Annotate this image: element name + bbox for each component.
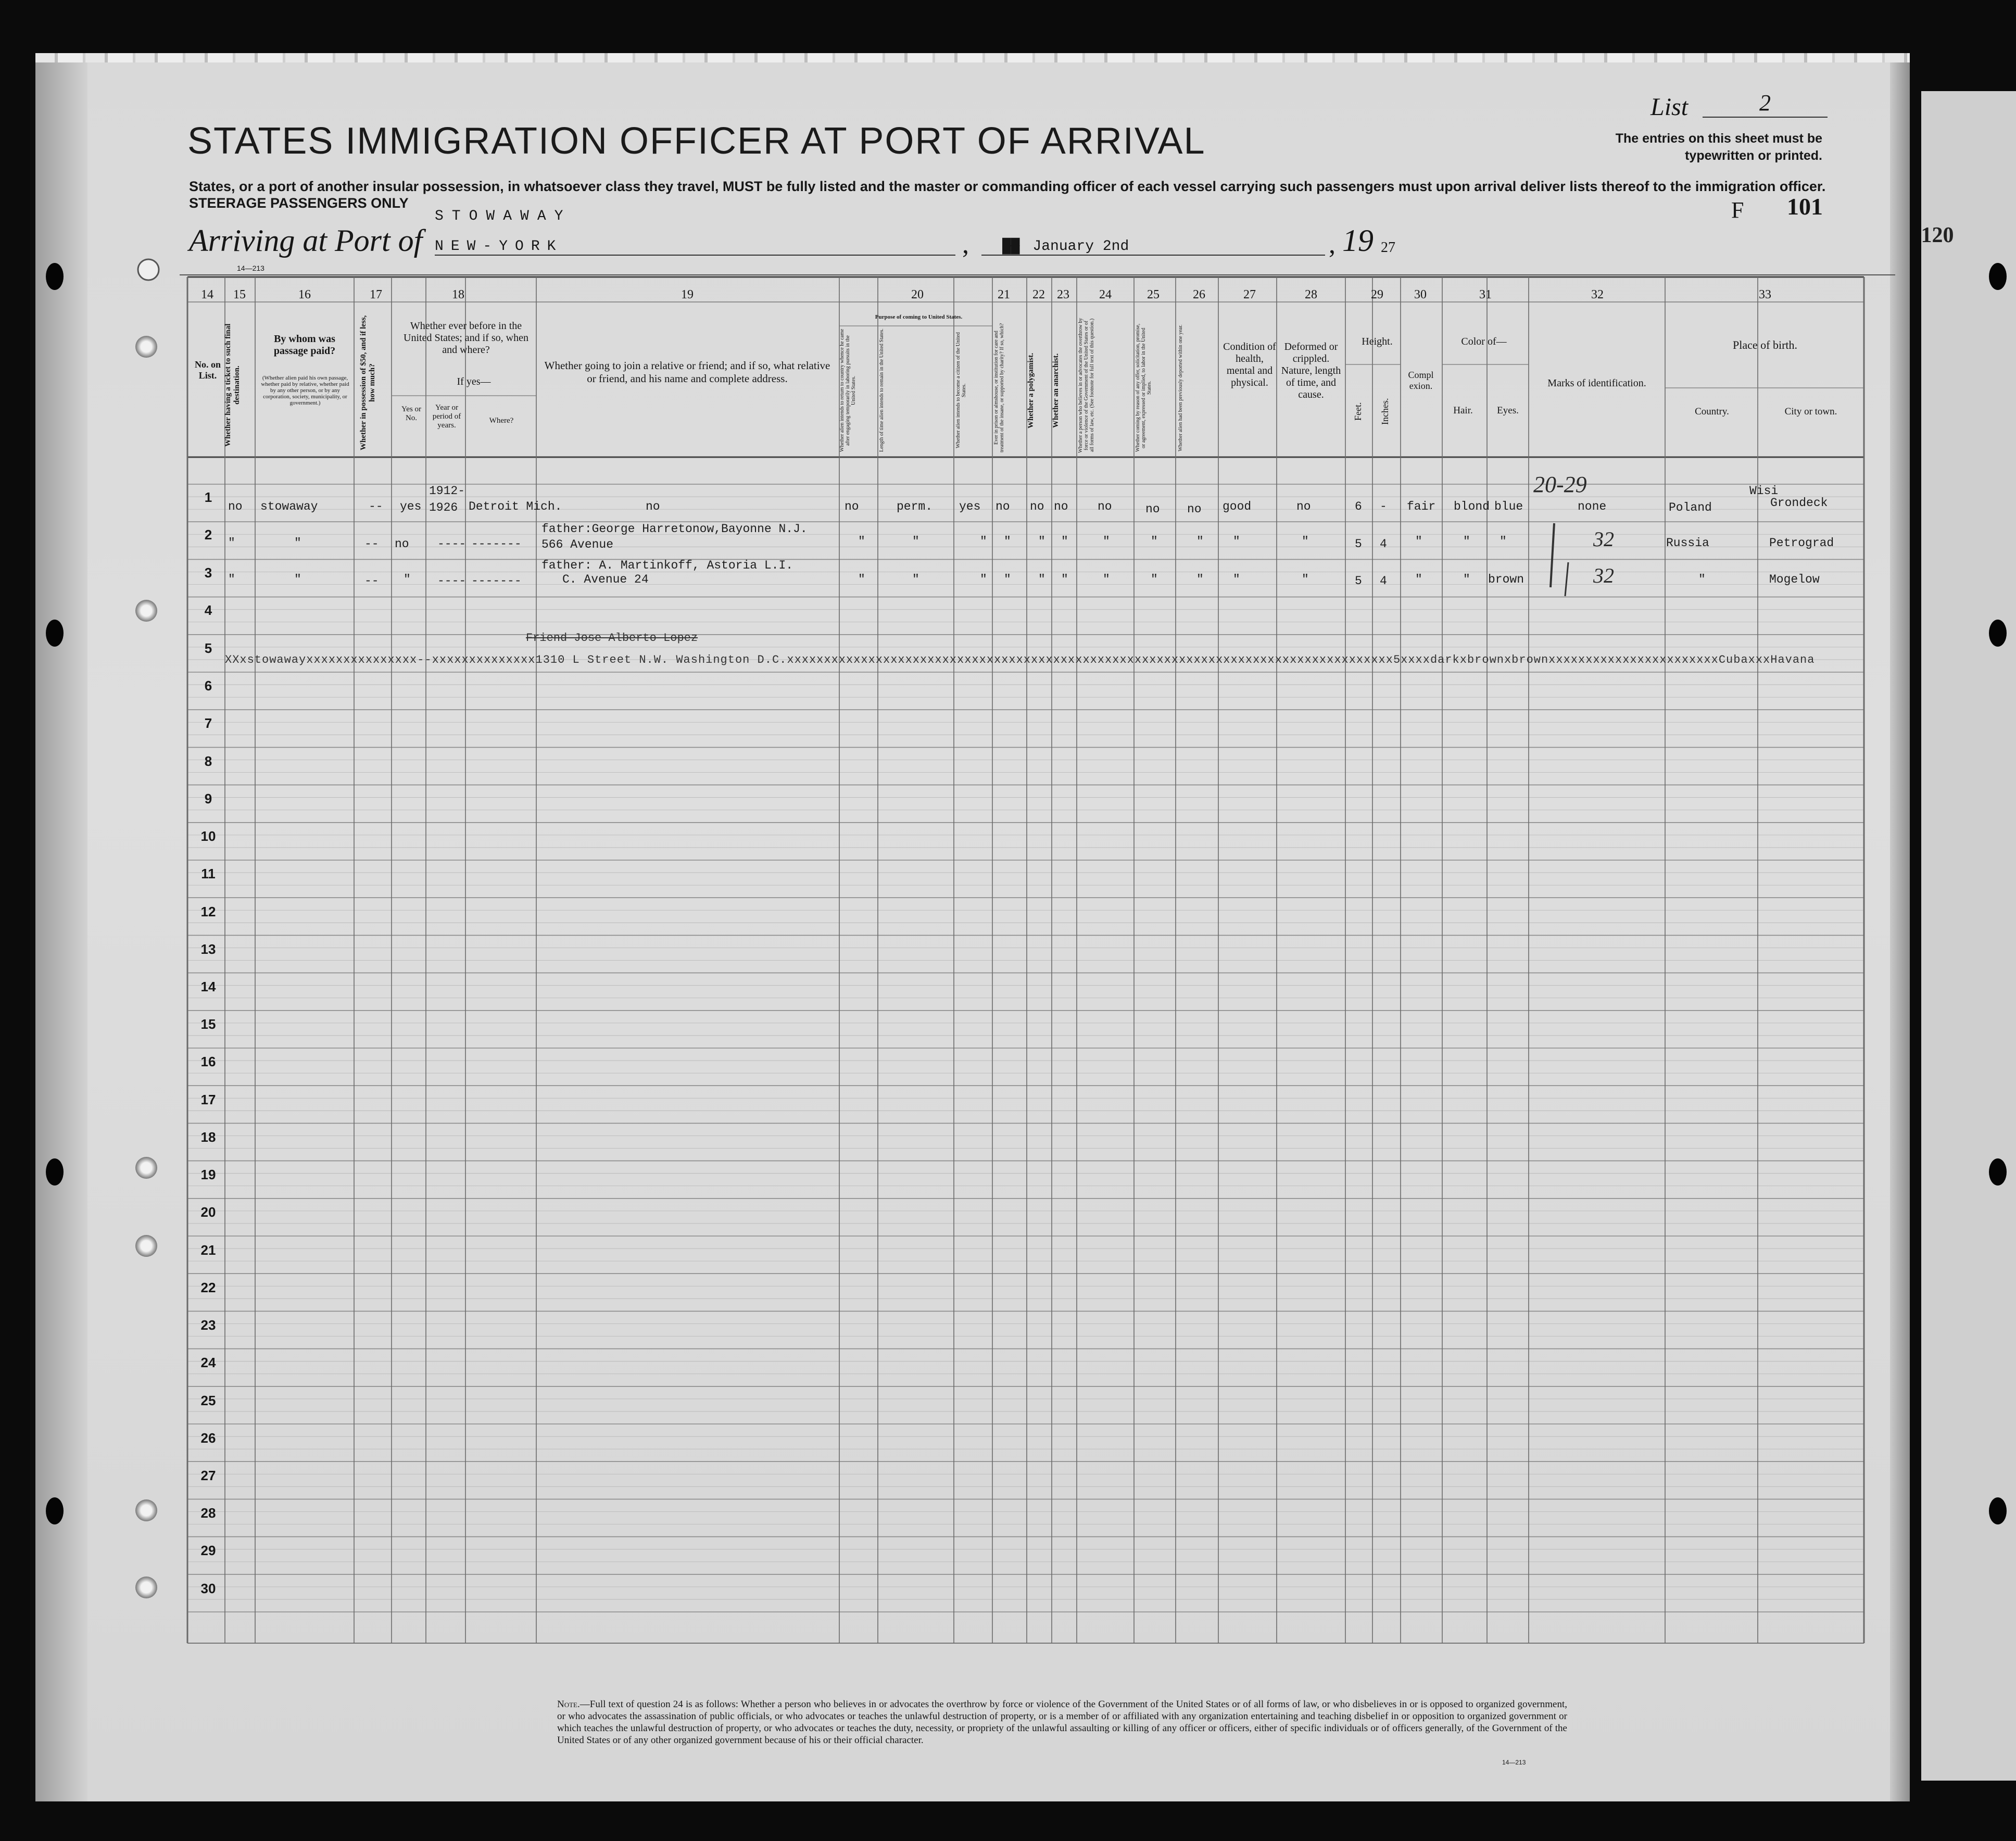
cell-fifty: -- bbox=[364, 537, 379, 551]
cell-complexion: " bbox=[1415, 573, 1422, 586]
header-condition: Condition of health, mental and physical. bbox=[1223, 341, 1276, 388]
year-prefix: 19 bbox=[1342, 223, 1374, 258]
cell-return: no bbox=[845, 500, 859, 513]
cell-length: perm. bbox=[897, 500, 933, 513]
cell-ticket: no bbox=[228, 500, 243, 513]
cell-fifty: -- bbox=[364, 574, 379, 588]
row-number: 16 bbox=[200, 1054, 216, 1069]
column-number: 16 bbox=[298, 288, 311, 301]
cell-join: 566 Avenue bbox=[541, 538, 614, 551]
row-number: 17 bbox=[200, 1092, 216, 1107]
row-number: 13 bbox=[200, 941, 216, 957]
cell-complexion: fair bbox=[1407, 500, 1436, 513]
cell-city: Grondeck bbox=[1770, 496, 1828, 510]
cell-deported: " bbox=[1196, 573, 1204, 586]
header-height: Height. bbox=[1362, 336, 1393, 347]
row-number: 8 bbox=[204, 753, 212, 769]
cell-join: father: A. Martinkoff, Astoria L.I. bbox=[541, 559, 793, 572]
handwritten-annotation: 20-29 bbox=[1533, 472, 1587, 497]
cell-ticket: " bbox=[228, 573, 235, 586]
cell-years: 1912- bbox=[429, 484, 465, 498]
row-number: 2 bbox=[204, 527, 212, 543]
cell-citizen: " bbox=[980, 573, 987, 586]
cell-marks: none bbox=[1578, 500, 1607, 513]
cell-polygamist: no bbox=[1030, 500, 1044, 513]
row-number: 11 bbox=[201, 866, 216, 881]
header-anarchist: Whether an anarchist. bbox=[1052, 353, 1060, 428]
row-number: 14 bbox=[200, 979, 216, 994]
cell-length: " bbox=[912, 573, 919, 586]
cell-ever-before: no bbox=[395, 537, 409, 551]
header-year-period: Year or period of years. bbox=[432, 403, 461, 430]
cell-citizen: yes bbox=[959, 500, 981, 513]
cell-offer: " bbox=[1151, 535, 1158, 548]
header-polygamist: Whether a polygamist. bbox=[1027, 352, 1035, 428]
cell-complexion: " bbox=[1415, 535, 1422, 548]
cell-country: " bbox=[1698, 573, 1706, 586]
header-complexion: Complexion. bbox=[1408, 370, 1434, 391]
date-text: January 2nd bbox=[1032, 238, 1129, 255]
cell-length: " bbox=[912, 535, 919, 548]
cell-passage: stowaway bbox=[260, 500, 318, 513]
cell-join: father:George Harretonow,Bayonne N.J. bbox=[541, 522, 808, 536]
steerage-note: STEERAGE PASSENGERS ONLY bbox=[189, 195, 409, 211]
header-offer: Whether coming by reason of any offer, solicitation, promise, or agreement, expressed or implied, to labor in the United States. bbox=[1135, 323, 1152, 452]
column-number: 22 bbox=[1032, 288, 1045, 301]
header-inches: Inches. bbox=[1380, 398, 1390, 425]
row-number: 27 bbox=[200, 1468, 216, 1483]
comma: , bbox=[1329, 230, 1335, 259]
row-number: 12 bbox=[200, 904, 216, 919]
cell-hair: " bbox=[1463, 573, 1470, 586]
cell-feet: 5 bbox=[1355, 574, 1362, 588]
header-country: Country. bbox=[1695, 406, 1729, 417]
header-purpose-return: Whether alien intends to return to country whence he came after engaging temporarily in laboring pursuits in the United States. bbox=[839, 329, 856, 452]
column-number: 21 bbox=[998, 288, 1010, 301]
page-title: STATES IMMIGRATION OFFICER AT PORT OF ARRIVAL bbox=[187, 120, 1206, 162]
row-number: 3 bbox=[204, 565, 212, 581]
port-field: NEW-YORK bbox=[435, 238, 955, 256]
header-eyes: Eyes. bbox=[1497, 405, 1519, 416]
row-number: 4 bbox=[204, 602, 212, 618]
cell-anarchist: " bbox=[1061, 535, 1068, 548]
cell-anarchist: no bbox=[1054, 500, 1068, 513]
column-number: 26 bbox=[1193, 288, 1205, 301]
comma: , bbox=[962, 230, 969, 259]
column-number: 17 bbox=[370, 288, 382, 301]
column-number: 19 bbox=[681, 288, 694, 301]
handwritten-stroke bbox=[1551, 523, 1554, 587]
cell-eyes: blue bbox=[1494, 500, 1523, 513]
cell-country: Poland bbox=[1669, 501, 1712, 514]
row-number: 29 bbox=[200, 1543, 216, 1558]
cell-citizen: " bbox=[980, 535, 987, 548]
crossed-out-entry: XXxstowawayxxxxxxxxxxxxxxx--xxxxxxxxxxxxxx1310 L Street N.W. Washington D.C.xxxxxxxxxxxxxxxxxxxxxxxxxxxxxxxxxxxxxxxxxxxxxxxxxxxxxxxxxxxxxxxxxxxxxxxxxxxxxxxxxx5xxxxdarkxbrownxbrownxxxxxxxxxxxxxxxxxxxxxxxCubaxxxHavana bbox=[225, 653, 1815, 666]
cell-city: Petrograd bbox=[1769, 536, 1834, 550]
cell-deported: " bbox=[1196, 535, 1204, 548]
cell-where: ------- bbox=[471, 574, 522, 588]
cell-passage: " bbox=[294, 536, 301, 550]
form-code: 14—213 bbox=[1502, 1759, 1526, 1766]
cell-overthrow: " bbox=[1103, 573, 1110, 586]
row-number: 10 bbox=[200, 828, 216, 844]
cell-where: ------- bbox=[471, 537, 522, 551]
cell-inches: - bbox=[1380, 500, 1387, 513]
cell-deported: no bbox=[1187, 502, 1202, 516]
crossed-out-name: Friend Jose Alberto Lopez bbox=[526, 632, 698, 645]
cell-deformed: no bbox=[1296, 500, 1311, 513]
adjacent-page-number: 120 bbox=[1921, 223, 1954, 247]
row-number: 24 bbox=[200, 1355, 216, 1370]
footnote-text: —Full text of question 24 is as follows: Whether a person who believes in or advocates the overthrow by force or violence of the Government of the United States or of all forms of law, or who disbelieves in or is opposed to organized government, or who advocates the assassination of public officials, or who advocates or teaches the unlawful destruction of property, or is a member of or affiliated with any organization entertaining and teaching disbelief in or opposition to organized government or which teaches the unlawful destruction of property, or who advocates or teaches the duty, necessity, or propriety of the unlawful assaulting or killing of any officer or officers, either of specific individuals or of officers generally, of the Government of the United States or of any other organized government because of his or their official character. bbox=[557, 1699, 1567, 1746]
row-number: 30 bbox=[200, 1581, 216, 1596]
row-number: 7 bbox=[204, 715, 212, 731]
typewritten-note: The entries on this sheet must be typewritten or printed. bbox=[1615, 131, 1822, 163]
header-join-relative: Whether going to join a relative or friend; and if so, what relative or friend, and his name and complete address. bbox=[544, 359, 830, 385]
header-color-of: Color of— bbox=[1461, 336, 1507, 347]
intro-instructions: States, or a port of another insular possession, in whatsoever class they travel, MUST be fully listed and the master or commanding officer of each vessel carrying such passengers must upon arrival deliver lists thereof to the immigration officer. bbox=[189, 179, 1826, 194]
cell-offer: no bbox=[1145, 502, 1160, 516]
header-prison: Ever in prison or almshouse, or institution for care and treatment of the insane, or supported by charity? If so, which? bbox=[993, 323, 1005, 453]
cell-offer: " bbox=[1151, 573, 1158, 586]
header-feet: Feet. bbox=[1353, 402, 1363, 421]
row-number: 21 bbox=[200, 1242, 216, 1258]
cell-prison: " bbox=[1004, 573, 1011, 586]
cell-prison: " bbox=[1004, 535, 1011, 548]
cell-ever-before: " bbox=[404, 573, 411, 586]
cell-health: good bbox=[1223, 500, 1252, 513]
row-number: 28 bbox=[200, 1505, 216, 1521]
cell-join: no bbox=[646, 500, 660, 513]
header-city: City or town. bbox=[1784, 406, 1837, 417]
header-marks: Marks of identification. bbox=[1547, 377, 1646, 389]
cell-overthrow: no bbox=[1098, 500, 1112, 513]
cell-deformed: " bbox=[1302, 573, 1309, 586]
column-number: 31 bbox=[1479, 288, 1492, 301]
column-number: 23 bbox=[1057, 288, 1069, 301]
cell-years: ---- bbox=[437, 537, 467, 551]
cell-polygamist: " bbox=[1038, 573, 1045, 586]
header-deported: Whether alien had been previously deported within one year. bbox=[1178, 324, 1183, 451]
column-number: 20 bbox=[911, 288, 924, 301]
sheet-letter: F bbox=[1731, 197, 1744, 223]
header-passage-sub: (Whether alien paid his own passage, whether paid by relative, whether paid by any other person, or by any corporation, society, municipality, or government.) bbox=[261, 375, 349, 406]
header-if-yes: If yes— bbox=[457, 376, 491, 387]
footnote bbox=[557, 1698, 1567, 1746]
row-number: 22 bbox=[200, 1280, 216, 1295]
cell-eyes: " bbox=[1500, 535, 1507, 548]
row-number: 6 bbox=[204, 678, 212, 693]
sheet-number: 101 bbox=[1787, 193, 1823, 220]
cell-where: Detroit Mich. bbox=[469, 500, 562, 513]
column-number: 18 bbox=[452, 288, 464, 301]
header-deformed: Deformed or crippled. Nature, length of time, and cause. bbox=[1281, 341, 1341, 400]
cell-city: Mogelow bbox=[1769, 573, 1820, 586]
header-overthrow: Whether a person who believes in or advocates the overthrow by force or violence of the Government of the United States or of all forms of law, etc. (See footnote for full text of this question.) bbox=[1078, 318, 1095, 453]
cell-anarchist: " bbox=[1061, 573, 1068, 586]
cell-feet: 6 bbox=[1355, 500, 1362, 513]
column-number: 27 bbox=[1243, 288, 1256, 301]
cell-deformed: " bbox=[1302, 535, 1309, 548]
list-label: List bbox=[1650, 93, 1689, 121]
cell-hair: blond bbox=[1454, 500, 1490, 513]
cell-years: ---- bbox=[437, 574, 467, 588]
header-no-on-list: No. on List. bbox=[194, 359, 221, 381]
cell-eyes: brown bbox=[1488, 573, 1524, 586]
arriving-label: Arriving at Port of bbox=[189, 223, 423, 258]
cell-join: C. Avenue 24 bbox=[562, 573, 649, 586]
column-number: 14 bbox=[201, 288, 213, 301]
header-hair: Hair. bbox=[1453, 405, 1473, 416]
year-suffix: 27 bbox=[1381, 239, 1395, 256]
row-number: 25 bbox=[200, 1393, 216, 1408]
row-number: 15 bbox=[200, 1016, 216, 1032]
handwritten-stroke bbox=[1565, 562, 1568, 596]
header-ever-before: Whether ever before in the United States; and if so, when and where? bbox=[404, 320, 528, 356]
header-where: Where? bbox=[489, 417, 514, 425]
cell-return: " bbox=[858, 535, 865, 548]
cell-inches: 4 bbox=[1380, 574, 1387, 588]
cell-overthrow: " bbox=[1103, 535, 1110, 548]
column-number: 30 bbox=[1414, 288, 1427, 301]
header-purpose-length: Length of time alien intends to remain in the United States. bbox=[879, 329, 885, 452]
row-number: 20 bbox=[200, 1204, 216, 1220]
row-number: 9 bbox=[204, 791, 212, 806]
cell-polygamist: " bbox=[1038, 535, 1045, 548]
cell-prison: no bbox=[996, 500, 1010, 513]
stowaway-stamp: STOWAWAY bbox=[435, 208, 572, 224]
row-number: 23 bbox=[200, 1317, 216, 1333]
cell-hair: " bbox=[1463, 535, 1470, 548]
header-purpose-citizen: Whether alien intends to become a citizen of the United States. bbox=[955, 332, 967, 449]
column-number: 28 bbox=[1305, 288, 1317, 301]
column-number: 24 bbox=[1099, 288, 1112, 301]
cell-city: Wisi bbox=[1749, 484, 1779, 498]
row-number: 5 bbox=[204, 640, 212, 656]
cell-passage: " bbox=[294, 573, 301, 586]
cell-feet: 5 bbox=[1355, 537, 1362, 551]
header-ticket: Whether having a ticket to such final destination. bbox=[224, 323, 241, 447]
footnote-label: Note. bbox=[557, 1699, 580, 1710]
handwritten-annotation: 32 bbox=[1593, 527, 1614, 551]
cell-fifty: -- bbox=[369, 500, 383, 513]
cell-inches: 4 bbox=[1380, 537, 1387, 551]
list-number: 2 bbox=[1703, 90, 1828, 118]
header-place-of-birth: Place of birth. bbox=[1732, 338, 1798, 351]
row-number: 18 bbox=[200, 1129, 216, 1145]
column-number: 32 bbox=[1591, 288, 1604, 301]
column-number: 15 bbox=[233, 288, 246, 301]
form-code: 14—213 bbox=[237, 264, 264, 272]
punch-hole bbox=[138, 259, 159, 280]
cell-health: " bbox=[1233, 573, 1240, 586]
cell-years: 1926 bbox=[429, 501, 458, 514]
column-number: 33 bbox=[1759, 288, 1771, 301]
cell-return: " bbox=[858, 573, 865, 586]
header-yes-no: Yes or No. bbox=[401, 405, 422, 422]
cell-health: " bbox=[1233, 535, 1240, 548]
row-number: 1 bbox=[204, 489, 212, 505]
column-number: 25 bbox=[1147, 288, 1160, 301]
cell-ever-before: yes bbox=[400, 500, 422, 513]
handwritten-annotation: 32 bbox=[1593, 564, 1614, 587]
row-number: 19 bbox=[200, 1167, 216, 1182]
header-fifty-dollars: Whether in possession of $50, and if less, how much? bbox=[359, 315, 376, 450]
cell-country: Russia bbox=[1666, 536, 1709, 550]
cell-ticket: " bbox=[228, 536, 235, 550]
struck-text: ██ bbox=[1002, 238, 1020, 255]
header-passage: By whom was passage paid? bbox=[273, 333, 336, 357]
header-purpose: Purpose of coming to United States. bbox=[875, 314, 963, 320]
column-number: 29 bbox=[1371, 288, 1383, 301]
row-number: 26 bbox=[200, 1430, 216, 1446]
